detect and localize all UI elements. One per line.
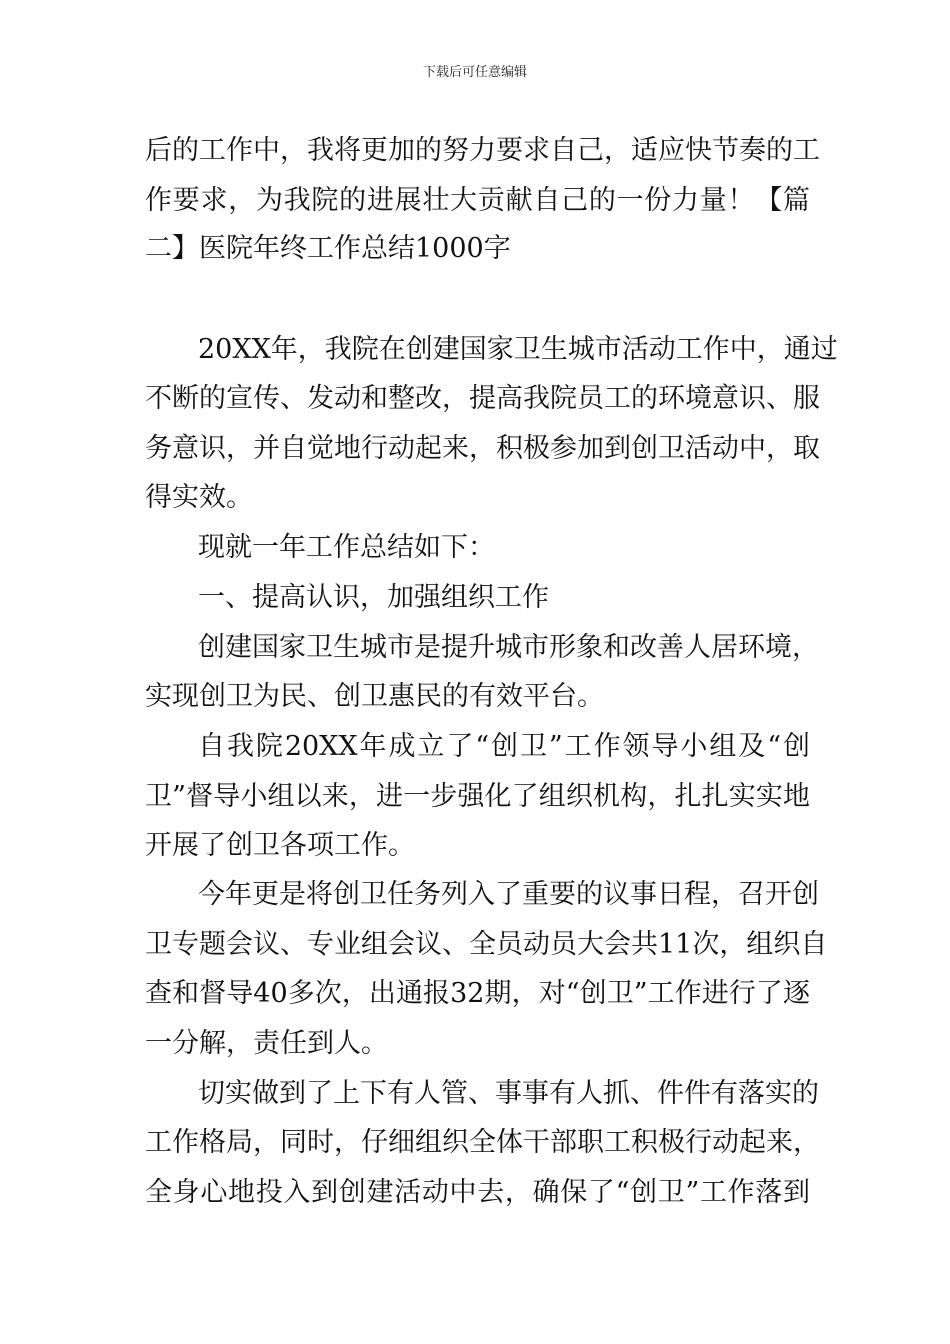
text-line: 全身心地投入到创建活动中去，确保了“创卫”工作落到	[145, 1177, 810, 1208]
text-line: 务意识，并自觉地行动起来，积极参加到创卫活动中，取	[145, 433, 820, 464]
paragraph-first-line: 切实做到了上下有人管、事事有人抓、件件有落实的	[198, 1078, 819, 1109]
text-line: 一分解，责任到人。	[145, 1028, 388, 1059]
text-line: 卫专题会议、专业组会议、全员动员大会共11次，组织自	[145, 929, 828, 960]
text-line: 卫”督导小组以来，进一步强化了组织机构，扎扎实实地	[145, 781, 810, 812]
text-line: 工作格局，同时，仔细组织全体干部职工积极行动起来，	[145, 1127, 820, 1158]
subheading-line: 一、提高认识，加强组织工作	[198, 582, 549, 613]
text-line: 实现创卫为民、创卫惠民的有效平台。	[145, 681, 604, 712]
text-line: 得实效。	[145, 482, 253, 513]
text-line: 作要求，为我院的进展壮大贡献自己的一份力量！【篇	[145, 185, 810, 216]
paragraph-first-line: 创建国家卫生城市是提升城市形象和改善人居环境，	[198, 632, 819, 663]
text-line: 不断的宣传、发动和整改，提高我院员工的环境意识、服	[145, 383, 820, 414]
paragraph-first-line: 今年更是将创卫任务列入了重要的议事日程，召开创	[198, 879, 819, 910]
text-line: 后的工作中，我将更加的努力要求自己，适应快节奏的工	[145, 135, 820, 166]
section-heading-line: 二】医院年终工作总结1000字	[145, 233, 511, 264]
paragraph-first-line: 自我院20XX年成立了“创卫”工作领导小组及“创	[198, 731, 810, 762]
text-line: 开展了创卫各项工作。	[145, 830, 415, 861]
page-header: 下载后可任意编辑	[422, 65, 527, 80]
paragraph-first-line: 20XX年，我院在创建国家卫生城市活动工作中，通过	[198, 334, 838, 365]
text-line: 查和督导40多次，出通报32期，对“创卫”工作进行了逐	[145, 978, 810, 1009]
paragraph-first-line: 现就一年工作总结如下：	[198, 532, 495, 563]
